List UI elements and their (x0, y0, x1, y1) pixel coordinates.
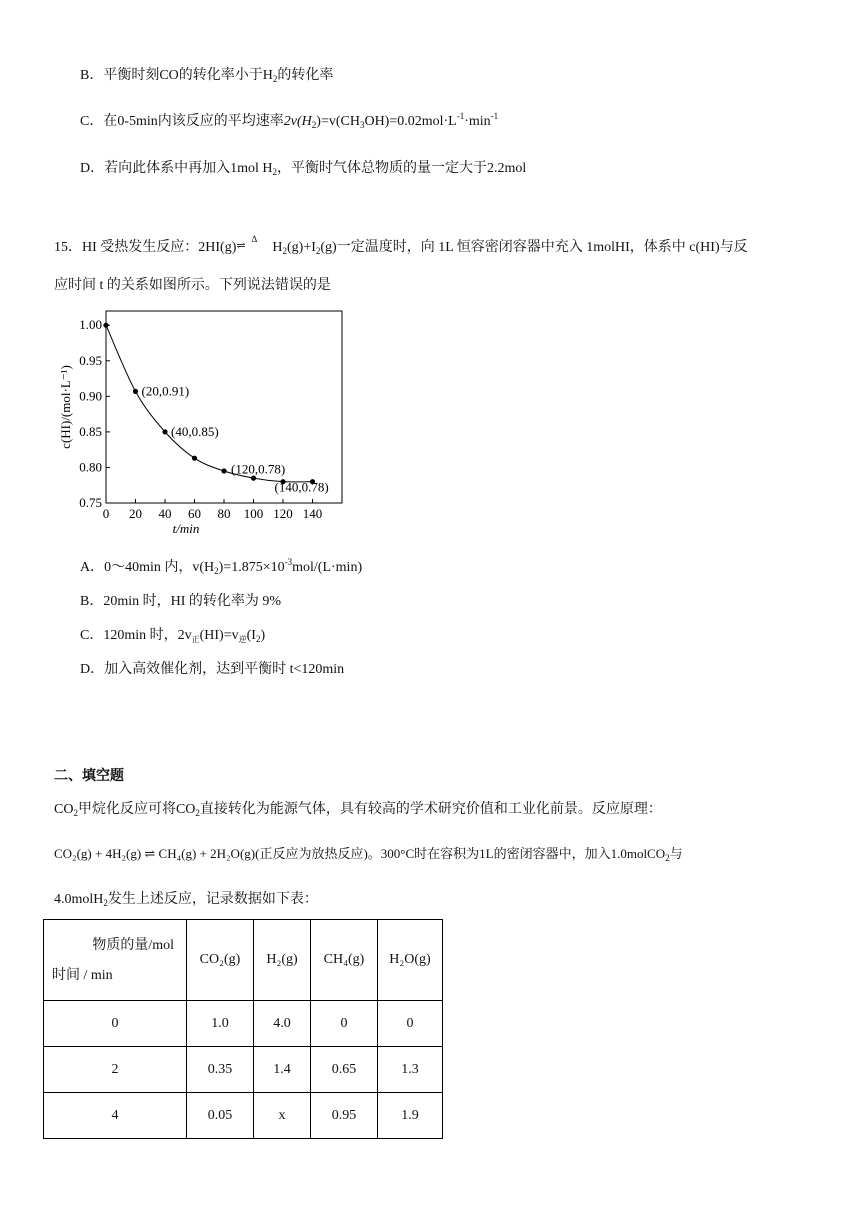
x-tick-label: 120 (273, 506, 293, 521)
table-header-ch4: CH₄(g) (311, 920, 378, 1001)
table-cell: 1.4 (254, 1047, 311, 1093)
y-tick-label: 0.85 (79, 423, 102, 439)
table-row (44, 1047, 443, 1093)
table-header-row (44, 920, 443, 1001)
table-row (44, 1001, 443, 1047)
reversible-arrow-icon: Δ⇌ (236, 234, 258, 252)
data-table (43, 919, 443, 1139)
data-point (103, 323, 108, 328)
data-point (192, 456, 197, 461)
x-tick-label: 140 (302, 506, 323, 521)
q14-option-c: C．在0-5min内该反应的平均速率$2v(H_2)=v(CH_3OH)=0.02mol\cdot L^{-1}\cdot\min^{-1}$ (80, 111, 499, 130)
x-tick-label: 40 (158, 506, 172, 521)
q15-option-d: D．加入高效催化剂，达到平衡时 t<120min (80, 662, 345, 677)
table-corner-cell: 物质的量/mol 时间 / min (44, 920, 187, 1001)
table-cell: 1.9 (378, 1093, 443, 1139)
data-point (133, 389, 138, 394)
q14-option-d: D．若向此体系中再加入1mol $H_2$，平衡时气体总物质的量一定大于2.2mol (80, 161, 527, 177)
x-tick-label: 80 (217, 506, 231, 521)
section2-paragraph-line3: 4.0molH$_2$发生上述反应，记录数据如下表： (54, 892, 318, 908)
table-header-h2o: H₂O(g) (378, 920, 443, 1001)
q15-option-a: A．0～40min 内，$v(H_2)=1.875\times 10^{-3}mol/(L\cdot\min)$ (80, 557, 363, 576)
data-point (221, 468, 226, 473)
x-tick-label: 60 (188, 506, 201, 521)
table-cell: 1.3 (378, 1047, 443, 1093)
q14-option-b: B．平衡时刻CO的转化率小于$H_2$的转化率 (80, 68, 334, 84)
x-tick-label: 100 (243, 506, 264, 521)
y-tick-label: 1.00 (79, 317, 102, 333)
table-cell: 0 (311, 1001, 378, 1047)
q15-stem-line1: 15．HI 受热发生反应：2HI(g)Δ⇌ $H_2(g)+I_2(g)$一定温度时，向 1L 恒容密闭容器中充入 1molHI，体系中 c(HI)与反 (54, 234, 748, 256)
section-heading: 二、填空题 (54, 768, 124, 784)
q15-option-c: C．120min 时，$2v_正(HI)=v_逆(I_2)$ (80, 628, 266, 644)
data-annotation: (140,0.78) (274, 479, 329, 495)
section2-paragraph-line1: $CO_2$甲烷化反应可将$CO_2$直接转化为能源气体，具有较高的学术研究价值和工业化前景。反应原理： (54, 802, 662, 818)
hi-concentration-chart (54, 305, 354, 537)
data-point (162, 429, 167, 434)
reaction-equation: CO₂(g) + 4H₂(g) ⇌ CH₄(g) + 2H₂O(g) (54, 846, 256, 861)
table-cell: 1.0 (187, 1001, 254, 1047)
table-cell: 2 (44, 1047, 187, 1093)
y-tick-label: 0.80 (79, 459, 102, 475)
table-cell: 0.95 (311, 1093, 378, 1139)
x-tick-label: 20 (129, 506, 142, 521)
q15-option-b: B．20min 时，HI 的转化率为 9% (80, 594, 282, 609)
x-tick-label: 0 (102, 506, 110, 521)
table-cell: 4.0 (254, 1001, 311, 1047)
table-cell: 4 (44, 1093, 187, 1139)
table-cell: 0.35 (187, 1047, 254, 1093)
y-tick-label: 0.90 (79, 388, 102, 404)
plot-frame (106, 311, 342, 503)
y-axis-label: c(HI)/(mol·L⁻¹) (58, 365, 73, 449)
table-cell: 0.65 (311, 1047, 378, 1093)
table-cell: x (254, 1093, 311, 1139)
data-annotation: (120,0.78) (231, 461, 286, 477)
table-cell: 0 (378, 1001, 443, 1047)
y-tick-label: 0.95 (79, 352, 102, 368)
table-header-co2: CO₂(g) (187, 920, 254, 1001)
y-tick-label: 0.75 (79, 495, 102, 510)
series-line (106, 325, 313, 482)
table-header-h2: H₂(g) (254, 920, 311, 1001)
q15-stem-line2: 应时间 t 的关系如图所示。下列说法错误的是 (54, 278, 331, 293)
table-cell: 0.05 (187, 1093, 254, 1139)
section2-paragraph-line2: CO₂(g) + 4H₂(g) ⇌ CH₄(g) + 2H₂O(g)(正反应为放热反应)。300°C时在容积为1L的密闭容器中，加入1.0molCO$_2$与 (54, 846, 683, 863)
data-annotation: (40,0.85) (171, 423, 219, 439)
table-row (44, 1093, 443, 1139)
x-axis-label: t/min (172, 521, 200, 536)
table-cell: 0 (44, 1001, 187, 1047)
data-annotation: (20,0.91) (141, 383, 190, 399)
